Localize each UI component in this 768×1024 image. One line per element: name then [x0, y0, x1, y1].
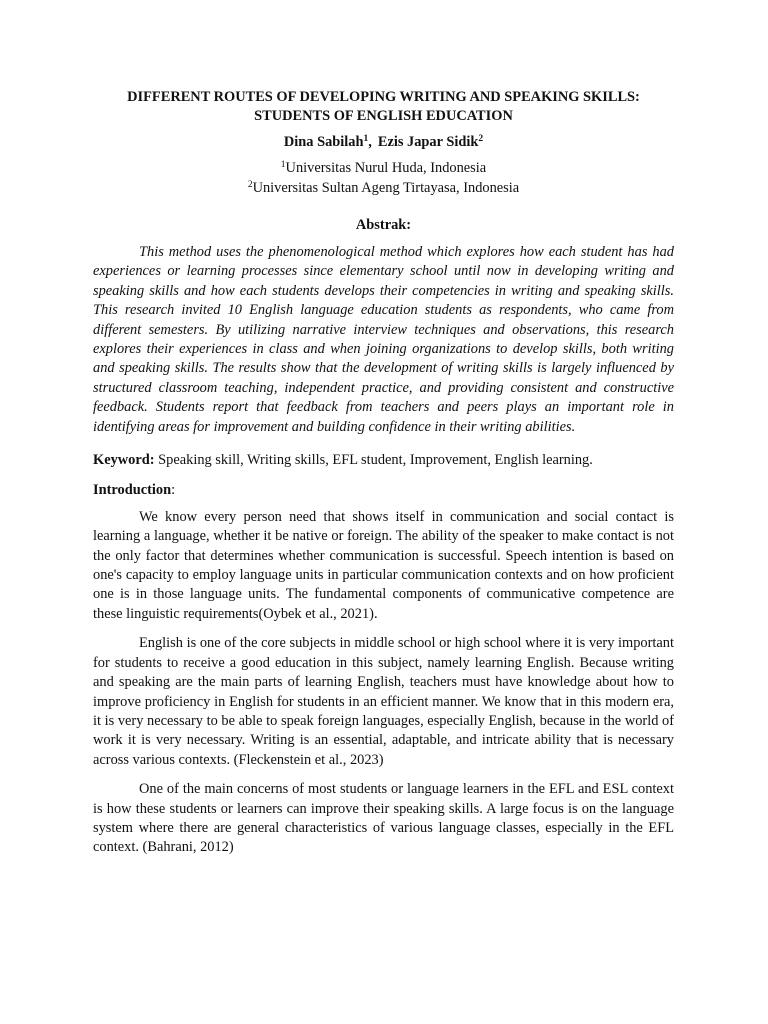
body-paragraph-1: We know every person need that shows itself in communication and social contact is learning a language, whether it be native or foreign. The ability of the speaker to make contact is not the only factor that determines whether communication is successful. Speech intention is based on one's capacity to employ language units in particular communication contexts and on how proficient one is in those language units. The fundamental components of communicative competence are these linguistic requirements(Oybek et al., 2021). [93, 508, 674, 622]
keywords-text: Speaking skill, Writing skills, EFL student, Improvement, English learning. [158, 452, 593, 469]
body-paragraph-2: English is one of the core subjects in middle school or high school where it is very important for students to receive a good education in this subject, namely learning English. Because writing and speaking are the main parts of learning English, teachers must have knowledge about how to improve proficiency in English for students in an efficient manner. We know that in this modern era, it is very necessary to be able to speak foreign languages, especially English, because in the world of work it is very necessary. Writing is an essential, adaptable, and intricate ability that is necessary across various contexts. (Fleckenstein et al., 2023) [93, 635, 674, 768]
abstract-heading: Abstrak: [355, 217, 412, 233]
abstract-text: This method uses the phenomenological method which explores how each student has had experiences or learning processes since elementary school until now in developing writing and speaking skills and how each students develops their competencies in writing and speaking skills. This research invited 10 English language education students as respondents, who came from different semesters. By utilizing narrative interview techniques and observations, this research explores their experiences in class and when joining organizations to develop skills, both writing and speaking skills. The results show that the development of writing skills is largely influenced by structured classroom teaching, independent practice, and providing consistent and constructive feedback. Students report that feedback from teachers and peers plays an important role in identifying areas for improvement and building confidence in their writing abilities. [93, 244, 674, 435]
affiliation-marker: 1 [280, 160, 286, 170]
author-list [93, 133, 674, 152]
author-affiliation-marker: 2 [478, 134, 484, 144]
author-name: Dina Sabilah [283, 134, 364, 150]
paper-title [93, 88, 674, 126]
introduction-heading [93, 481, 674, 500]
author-separator: , [368, 134, 372, 150]
affiliation-marker: 2 [247, 179, 253, 190]
paper-title-line-1: DIFFERENT ROUTES OF DEVELOPING WRITING AND SPEAKING SKILLS: [127, 89, 640, 105]
paper-title-line-2: STUDENTS OF ENGLISH EDUCATION [254, 108, 513, 124]
author-name: Ezis Japar Sidik [377, 134, 479, 150]
affiliation-2 [93, 179, 674, 199]
affiliation-name: Universitas Nurul Huda, Indonesia [285, 160, 487, 176]
introduction-heading-colon: : [171, 481, 176, 498]
introduction-heading-text: Introduction [93, 481, 172, 498]
body-paragraph-3: One of the main concerns of most students or language learners in the EFL and ESL context is how these students or learners can improve their speaking skills. A large focus is on the language system where there are general characteristics of various language classes, especially in the EFL context. (Bahrani, 2012) [93, 781, 674, 856]
affiliation-name: Universitas Sultan Ageng Tirtayasa, Indonesia [252, 179, 520, 196]
author-1 [284, 134, 372, 150]
keywords [93, 451, 674, 470]
author-2 [378, 134, 483, 150]
paper-page [93, 88, 674, 858]
affiliation-list [93, 159, 674, 198]
affiliation-1 [93, 159, 674, 179]
keywords-label: Keyword: [93, 452, 155, 469]
author-affiliation-marker: 1 [363, 134, 369, 144]
